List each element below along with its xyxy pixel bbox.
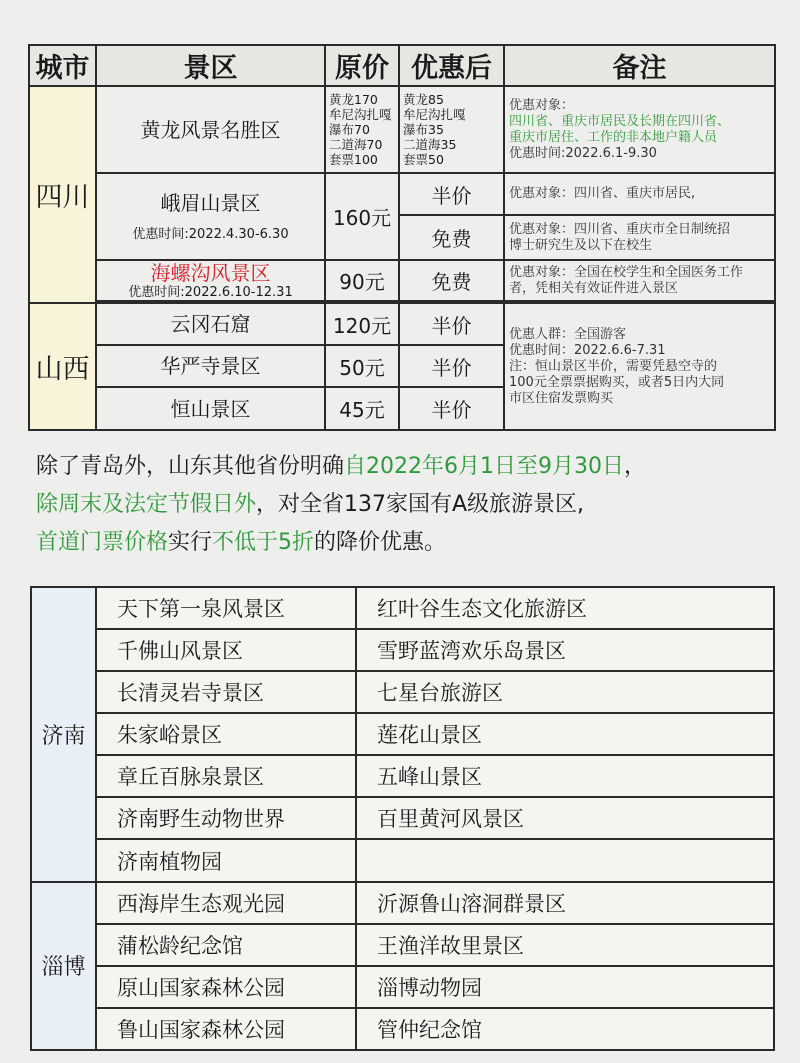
city-shanxi: 山西	[29, 303, 96, 430]
spot-time: 优惠时间:2022.6.10-12.31	[128, 285, 293, 300]
text: 实行	[168, 530, 213, 555]
spot-cell: 天下第一泉风景区	[96, 587, 356, 629]
orig-huayansi: 50元	[325, 345, 399, 387]
text: ，	[624, 454, 647, 479]
note-label: 优惠对象：	[509, 97, 575, 113]
table-row	[29, 86, 775, 173]
spot-huayansi: 华严寺景区	[96, 345, 325, 387]
spot-cell: 章丘百脉泉景区	[96, 755, 356, 797]
note-target-line: 四川省、重庆市居民及长期在四川省、	[509, 113, 731, 129]
text: 的降价优惠。	[314, 530, 447, 555]
city-sichuan: 四川	[29, 86, 96, 303]
spot-cell: 莲花山景区	[356, 713, 774, 755]
spot-huanglong: 黄龙风景名胜区	[96, 86, 325, 173]
note-line: 市区住宿发票购买	[509, 390, 614, 406]
spot-cell: 百里黄河风景区	[356, 797, 774, 839]
price-line: 套票50	[403, 152, 444, 167]
price-line: 牟尼沟扎嘎	[403, 107, 466, 122]
spot-emei	[96, 173, 325, 260]
note-line: 者，凭相关有效证件进入景区	[509, 280, 679, 296]
spot-cell: 蒲松龄纪念馆	[96, 924, 356, 966]
orig-huanglong	[325, 86, 399, 173]
header-spot: 景区	[96, 45, 325, 86]
note-huanglong	[504, 86, 775, 173]
spot-cell: 淄博动物园	[356, 966, 774, 1008]
shandong-spots-table	[30, 586, 775, 1051]
paragraph-line	[36, 448, 776, 486]
spot-cell: 七星台旅游区	[356, 671, 774, 713]
header-original-price: 原价	[325, 45, 399, 86]
table-row	[29, 260, 775, 301]
city-zibo: 淄博	[31, 882, 96, 1050]
price-line: 二道海35	[403, 137, 457, 152]
price-line: 黄龙170	[329, 92, 378, 107]
price-line: 二道海70	[329, 137, 383, 152]
spot-cell: 五峰山景区	[356, 755, 774, 797]
highlight-ticket: 首道门票价格	[36, 530, 169, 555]
table-row	[31, 671, 774, 713]
note-hailuogou	[504, 260, 775, 301]
spot-name: 峨眉山景区	[160, 191, 261, 215]
orig-hengshan: 45元	[325, 387, 399, 430]
note-line: 优惠对象：全国在校学生和全国医务工作	[509, 264, 744, 280]
table-row	[31, 713, 774, 755]
table-row	[31, 924, 774, 966]
note-line: 优惠对象：四川省、重庆市全日制统招	[509, 221, 731, 237]
table-row	[31, 882, 774, 924]
spot-hengshan: 恒山景区	[96, 387, 325, 430]
table-row	[31, 587, 774, 629]
orig-hailuogou: 90元	[325, 260, 399, 301]
note-line: 注：恒山景区半价，需要凭悬空寺的	[509, 358, 718, 374]
spot-cell: 管仲纪念馆	[356, 1008, 774, 1050]
note-line: 优惠时间：2022.6.6-7.31	[509, 342, 666, 358]
spot-cell: 原山国家森林公园	[96, 966, 356, 1008]
disc-hailuogou: 免费	[399, 260, 504, 301]
note-emei-students	[504, 215, 775, 260]
table-row	[31, 755, 774, 797]
spot-cell: 沂源鲁山溶洞群景区	[356, 882, 774, 924]
spot-time: 优惠时间:2022.4.30-6.30	[132, 227, 289, 242]
shandong-policy-paragraph	[36, 448, 776, 562]
disc-emei-free: 免费	[399, 215, 504, 260]
disc-huayansi: 半价	[399, 345, 504, 387]
table-header-row	[29, 45, 775, 86]
note-line: 优惠人群：全国游客	[509, 326, 627, 342]
table-row	[31, 1008, 774, 1050]
price-line: 瀑布70	[329, 122, 370, 137]
text: ，对全省137家国有A级旅游景区,	[256, 492, 585, 517]
disc-emei-half: 半价	[399, 173, 504, 215]
spot-hailuogou	[96, 260, 325, 301]
city-jinan: 济南	[31, 587, 96, 882]
disc-yungang: 半价	[399, 303, 504, 345]
note-shanxi	[504, 303, 775, 430]
highlight-discount: 不低于5折	[212, 530, 315, 555]
spot-cell: 济南野生动物世界	[96, 797, 356, 839]
discount-table-sichuan-shanxi	[28, 44, 776, 431]
spot-cell: 王渔洋故里景区	[356, 924, 774, 966]
note-target-line: 重庆市居住、工作的非本地户籍人员	[509, 129, 718, 145]
spot-cell: 朱家峪景区	[96, 713, 356, 755]
orig-yungang: 120元	[325, 303, 399, 345]
header-discount-price: 优惠后	[399, 45, 504, 86]
table-row	[31, 839, 774, 881]
price-line: 瀑布35	[403, 122, 444, 137]
table-row	[29, 173, 775, 215]
spot-yungang: 云冈石窟	[96, 303, 325, 345]
price-line: 牟尼沟扎嘎	[329, 107, 392, 122]
paragraph-line	[36, 486, 776, 524]
table-row	[31, 629, 774, 671]
table-row	[31, 797, 774, 839]
table-row	[31, 966, 774, 1008]
spot-cell	[356, 839, 774, 881]
header-city: 城市	[29, 45, 96, 86]
text: 除了青岛外，山东其他省份明确	[36, 454, 345, 479]
disc-hengshan: 半价	[399, 387, 504, 430]
spot-cell: 长清灵岩寺景区	[96, 671, 356, 713]
orig-emei: 160元	[325, 173, 399, 260]
note-emei-residents: 优惠对象：四川省、重庆市居民,	[504, 173, 775, 215]
paragraph-line	[36, 524, 776, 562]
spot-cell: 千佛山风景区	[96, 629, 356, 671]
header-note: 备注	[504, 45, 775, 86]
spot-cell: 红叶谷生态文化旅游区	[356, 587, 774, 629]
price-line: 黄龙85	[403, 92, 444, 107]
highlight-exclusion: 除周末及法定节假日外	[36, 492, 257, 517]
spot-cell: 雪野蓝湾欢乐岛景区	[356, 629, 774, 671]
disc-huanglong	[399, 86, 504, 173]
spot-name: 海螺沟风景区	[150, 261, 271, 285]
table-row	[29, 303, 775, 345]
spot-cell: 济南植物园	[96, 839, 356, 881]
spot-cell: 鲁山国家森林公园	[96, 1008, 356, 1050]
price-line: 套票100	[329, 152, 378, 167]
note-time: 优惠时间:2022.6.1-9.30	[509, 145, 657, 161]
highlight-date: 自2022年6月1日至9月30日	[344, 454, 624, 479]
spot-cell: 西海岸生态观光园	[96, 882, 356, 924]
note-line: 博士研究生及以下在校生	[509, 237, 653, 253]
note-line: 100元全票票据购买，或者5日内大同	[509, 374, 725, 390]
